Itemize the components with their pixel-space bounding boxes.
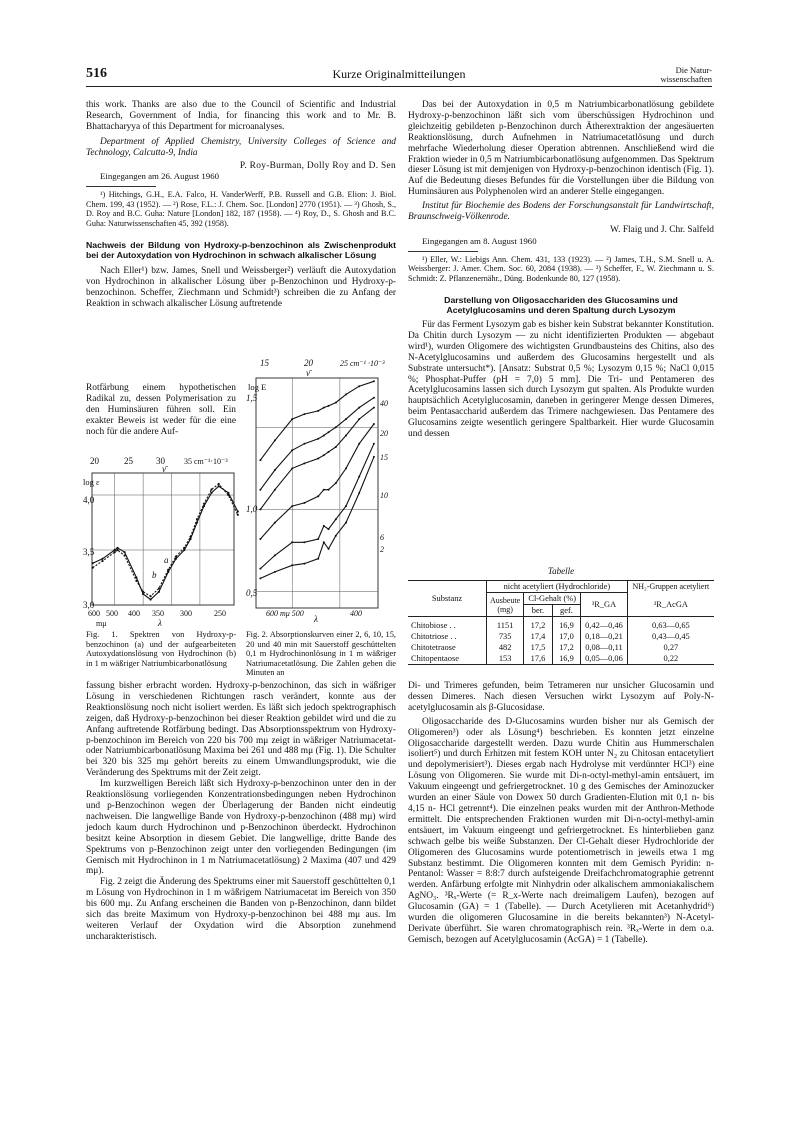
cell-cl-gef: 16,9 (552, 653, 580, 665)
fig1-point (158, 591, 160, 593)
fig2-point (335, 482, 337, 484)
cell-cl-gef: 17,2 (552, 642, 580, 653)
fig2-point (303, 462, 305, 464)
fig1-point (101, 560, 103, 562)
journal-name: Die Natur- wissenschaften (660, 65, 712, 84)
fig1-point (175, 556, 177, 558)
cell-yield: 482 (487, 642, 524, 653)
row-name: Chitotriose . . (411, 632, 457, 641)
column-group-header: NH₂-Gruppen acetyliert (627, 581, 714, 593)
paragraph: Oligosaccharide des D-Glucosamins wurden bisher nur als Gemisch der Oligomeren³) oder als Lösung⁴) beschrieben. Es konnten jetzt einzelne Oligosaccharide dargestellt werden. Dazu wurde Chitin aus Hummerschalen isoliert⁵) und durch Erhitzen mit festem KOH unter N₂ zu Chitosan entacetyliert und depolymerisiert³). Dieses ergab nach Hydrolyse mit verdünnter HCl³) eine Lösung von Oligomeren. Sie wurde mit Di-n-octyl-methyl-amin entsäuert, im Vakuum eingeengt und gefriergetrocknet. 10 g des Gemisches der Aminozucker wurden an einer Säule von Dowex 50 durch Gradienten-Elution mit 0,1 n- bis 4,15 n- HCl getrennt⁴). Die einzelnen peaks wurden mit der Anthron-Methode ermittelt. Die entsprechenden Fraktionen wurden mit Di-n-octyl-methyl-amin entsäuert, im Vakuum eingeengt und gefriergetrocknet. Es hinterblieben ganz schwach gelbe bis weiße Substanzen. Der Cl-Gehalt dieser Hydrochloride der Oligomeren des Glucosamins wurde potentiometrisch in jeweils etwa 1 mg Substanz bestimmt. Die Oligomeren konnten mit dem Gemisch Pyridin: n-Pentanol: Wasser = 8:8:7 durch aufsteigende Dreifachchromatographie getrennt werden. Anfärbung erfolgte mit Ninhydrin oder alkalischem ammoniakalischem AgNO₃. ³Rₓ-Werte (= R_x-Werte nach dreimaligem Laufen), bezogen auf Glucosamin (GA) = 1 (Tabelle). — Durch Acetylieren mit Acetanhydrid⁶) wurden die oligomeren Glucosamine in die bereits bekannten³) N-Acetyl-Derivate überführt. Sie waren chromatographisch rein. ³Rₓ-Werte in dem o.a. Gemisch, bezogen auf Acetylglucosamin (AcGA) = 1 (Tabelle). (408, 716, 714, 945)
cell-cl-ber: 17,2 (524, 617, 552, 632)
row-name: Chitotetraose (411, 643, 456, 652)
received-date: Eingegangen am 8. August 1960 (422, 235, 537, 246)
column-header: ³R_GA (581, 593, 628, 617)
table-row (408, 617, 714, 632)
paragraph: Di- und Trimeres gefunden, beim Tetrameren nur unsicher Glucosamin und dessen Dimeres. Nach diesen Versuchen wirkt Lysozym auf Poly-N-acetylglucosamin als β-Glucosidase. (408, 681, 714, 713)
fig2-lambda: λ (314, 614, 318, 624)
fig2-point (303, 563, 305, 565)
table (408, 580, 714, 665)
fig2-point (373, 423, 375, 425)
fig1-point (167, 569, 169, 571)
fig1-point (92, 567, 94, 569)
figure-1-chart (83, 455, 241, 630)
fig2-point (274, 522, 276, 524)
fig1-point (183, 547, 185, 549)
fig2-point (274, 469, 276, 471)
table-row (408, 653, 714, 665)
fig2-point (323, 525, 325, 527)
fig1-y-tick: 4,0 (83, 495, 95, 505)
column-header: ³R_AcGA (627, 593, 714, 617)
fig2-point (274, 571, 276, 573)
fig2-point (291, 505, 293, 507)
fig2-nu-label: ν̄ (306, 368, 310, 378)
fig1-gridlines (92, 473, 234, 605)
fig2-point (373, 380, 375, 382)
fig2-point (317, 538, 319, 540)
cell-rga: 0,05—0,06 (581, 653, 628, 665)
data-table (408, 566, 714, 665)
fig2-curve-label: 40 (380, 399, 388, 408)
fig1-point (150, 598, 152, 600)
table-row (408, 642, 714, 653)
fig2-top-tick: 15 (260, 358, 269, 368)
paragraph: fassung bisher erbracht worden. Hydroxy-p-benzochinon, das sich in wäßriger Lösung in verschiedenen Richtungen rasch verändert, konnte aus der Reaktionslösung noch nicht isoliert werden. Es läßt sich jedoch spektrographisch zeigen, daß Hydroxy-p-benzochinon bei dieser Reaktion gebildet wird und die zu Anfang auftretende Rotfärbung bedingt. Das Absorptionsspektrum von Hydroxy-p-benzochinon im Bereich von 220 bis 700 mμ zeigt in wäßriger Natriumacetat- oder Natriumbicarbonatlösung Maxima bei 261 und 488 mμ (Fig. 1). Die Schulter bei 320 bis 325 mμ gehört bereits zu einem Umwandlungsprodukt, wie die Veränderung des Spektrums mit der Zeit zeigt. (86, 681, 396, 779)
fig1-top-tick: 20 (90, 456, 99, 466)
fig2-point (303, 541, 305, 543)
figure-1-caption: Fig. 1. Spektren von Hydroxy-p-benzochinon (a) und der aufgearbeiteten Autoxydationslösung von Hydrochinon (b) in 1 m wäßriger Natriumbicarbonatlösung (86, 630, 236, 668)
fig1-point (227, 494, 229, 496)
page-number: 516 (86, 66, 107, 81)
fig2-point (303, 413, 305, 415)
fig1-point (183, 549, 185, 551)
cell-yield: 735 (487, 631, 524, 642)
fig2-top-tick: 20 (304, 358, 313, 368)
fig1-y-tick: 3,5 (83, 547, 95, 557)
fig2-point (323, 435, 325, 437)
fig2-point (328, 431, 330, 433)
fig2-bottom-tick: 400 (350, 609, 362, 618)
fig1-point (237, 514, 239, 516)
fig2-point (328, 548, 330, 550)
paragraph: Fig. 2 zeigt die Änderung des Spektrums einer mit Sauerstoff geschüttelten 0,1 m Lösung von Hydrochinon in 1 m wäßrigem Natriumacetat im Bereich von 350 bis 600 mμ. Zu Anfang erscheinen die Banden von p-Benzochinon, dann bildet sich das breite Maximum von Hydroxy-p-benzochinon bei 488 mμ aus. Im weiteren Verlauf der Oxydation wird die Absorption zunehmend uncharakteristisch. (86, 877, 396, 942)
cell-cl-gef: 16,9 (552, 617, 580, 632)
table-body (408, 617, 714, 665)
fig1-ylabel: log ε (83, 477, 100, 487)
right-column-bottom (408, 681, 714, 946)
fig1-bottom-tick: 250 (214, 609, 226, 618)
article-title: Darstellung von Oligosacchariden des Glucosamins und Acetylglucosamins und deren Spaltung durch Lysozym (444, 295, 678, 315)
fig2-point (259, 538, 261, 540)
cell-rga: 0,18—0,21 (581, 631, 628, 642)
cell-yield: 1151 (487, 617, 524, 632)
fig2-y-tick: 1,5 (246, 393, 258, 403)
fig2-point (328, 528, 330, 530)
fig1-unit: mμ (96, 619, 107, 628)
fig2-point (274, 554, 276, 556)
fig1-nu-label: ν̄ (162, 464, 166, 474)
fig2-point (345, 418, 347, 420)
fig2-y-tick: 1,0 (246, 504, 258, 514)
fig1-point (135, 580, 137, 582)
paragraph: Im kurzwelligen Bereich läßt sich Hydroxy-p-benzochinon unter den in der Reaktionslösung vorliegenden Konzentrationsbedingungen neben Hydrochinon und p-Benzochinon wegen der Überlagerung der Banden nicht eindeutig nachweisen. Die langwellige Bande von Hydroxy-p-benzochinon (488 mμ) wird jedoch kaum durch Hydrochinon und p-Benzochinon überdeckt. Hydrochinon besitzt keine Absorption in diesem Gebiet. Die langwellige, dritte Bande des Spektrums von p-Benzochinon zeigt unter den vorliegenden Bedingungen (im Gemisch mit Hydrochinon in 1 m Natriumacetatlösung) 2 Maxima (407 und 429 mμ). (86, 779, 396, 877)
fig2-ylabel: log E (248, 382, 267, 392)
fig2-point (323, 541, 325, 543)
fig2-point (358, 476, 360, 478)
fig2-point (358, 418, 360, 420)
fig1-point (114, 549, 116, 551)
fig1-bottom-tick: 600 (88, 609, 100, 618)
fig2-point (317, 495, 319, 497)
figure-2-caption: Fig. 2. Absorptionskurven einer 2, 6, 10, 15, 20 und 40 min mit Sauerstoff geschüttelten 0,1 m Hydrochinonlösung in 1 m wäßriger Natriumacetatlösung. Die Zahlen geben die Minuten an (246, 630, 396, 678)
running-header (86, 66, 712, 92)
fig2-point (323, 454, 325, 456)
fig2-point (291, 418, 293, 420)
paragraph: Nach Eller¹) bzw. James, Snell und Weissberger²) verläuft die Autoxydation von Hydrochinon in alkalischer Lösung über p-Benzochinon und Hydroxy-p-benzochinon. Scheffer, Ziechmann und Schmidt³) schreiben die zu Anfang der Reaktion in schwach alkalischer Lösung auftretende (86, 265, 396, 309)
fig2-point (259, 459, 261, 461)
fig1-labels (83, 456, 228, 628)
cell-racga: 0,22 (627, 653, 714, 665)
paragraph: Für das Ferment Lysozym gab es bisher kein Substrat bekannter Konstitution. Da Chitin durch Lysozym — zu nicht identifizierten Produkten — abgebaut wird¹), wurden Oligomere des wichtigsten Grundbausteins des Chitins, also des N-Acetylglucosamins und außerdem des Glucosamins hergestellt und als Substrate untersucht*). [Ansatz: Substrat 0,5 %; Lysozym 0,15 %; NaCl 0,015 %; Phosphat-Puffer (pH = 7,0) 5 mm]. Die Tri- und Pentameren des Acetylglucosamins lassen sich durch Lysozym gut spalten. Als Produkte wurden hauptsächlich Acetylglucosamin, daneben in geringerer Menge dessen Dimeres, beim Pentasaccharid außerdem das Trimere nachgewiesen. Das Pentamere des Glucosamins zeigte wesentlich geringere Spaltbarkeit. Hier wurde Glucosamin und dessen (408, 320, 714, 440)
cell-racga: 0,27 (627, 642, 714, 653)
fig1-curve-label-b: b (152, 570, 157, 580)
fig1-top-tick: 25 (124, 456, 133, 466)
column-header: gef. (552, 605, 580, 617)
fig2-point (345, 435, 347, 437)
fig2-point (335, 402, 337, 404)
row-name: Chitopentaose (408, 653, 487, 665)
fig2-point (259, 489, 261, 491)
fig2-point (274, 439, 276, 441)
fig2-point (317, 458, 319, 460)
fig2-point (335, 535, 337, 537)
column-header: Ausbeute (mg) (487, 593, 524, 617)
fig2-point (317, 438, 319, 440)
fig1-point (124, 554, 126, 556)
fig2-point (317, 410, 319, 412)
fig1-lambda: λ (158, 618, 162, 628)
fig1-top-tick: 30 (156, 456, 165, 466)
fig2-curve-label: 20 (380, 429, 388, 438)
fig1-point (196, 518, 198, 520)
fig1-point (101, 558, 103, 560)
left-column-bottom (86, 681, 396, 943)
fig1-point (150, 595, 152, 597)
fig2-bottom-tick: 600 mμ 500 (266, 609, 304, 618)
fig2-point (373, 397, 375, 399)
column-header: Cl-Gehalt (%) (524, 593, 581, 605)
cell-cl-ber: 17,5 (524, 642, 552, 653)
fig2-point (303, 443, 305, 445)
figure-2-chart (246, 356, 396, 624)
fig2-point (358, 407, 360, 409)
fig2-curve-labels (380, 399, 388, 554)
fig2-series-15 (260, 408, 374, 510)
fig2-point (373, 456, 375, 458)
fig2-point (358, 492, 360, 494)
fig2-series-6 (260, 444, 374, 569)
fig1-point (124, 551, 126, 553)
cell-racga: 0,43—0,45 (627, 631, 714, 642)
table-header-row (408, 581, 714, 593)
fig1-series-a (93, 486, 238, 599)
fig2-point (303, 502, 305, 504)
fig2-point (335, 518, 337, 520)
acknowledgement: this work. Thanks are also due to the Council of Scientific and Industrial Research, Government of India, for financing this work and to Mr. B. Bhattacharyya of this Department for microanalyses. (86, 100, 396, 132)
fig2-point (259, 577, 261, 579)
fig2-point (328, 489, 330, 491)
fig2-point (291, 564, 293, 566)
section-title: Kurze Originalmitteilungen (332, 67, 466, 81)
fig1-frame (92, 473, 234, 605)
fig2-point (345, 522, 347, 524)
fig2-point (358, 443, 360, 445)
left-column-top (86, 100, 396, 310)
fig2-point (291, 541, 293, 543)
fig2-series-2 (260, 457, 374, 579)
fig2-point (259, 508, 261, 510)
fig2-point (328, 405, 330, 407)
cell-cl-ber: 17,6 (524, 653, 552, 665)
fig1-point (114, 551, 116, 553)
article-title: Nachweis der Bildung von Hydroxy-p-benzochinon als Zwischenprodukt bei der Autoxydation von Hydrochinon in schwach alkalischer Lösung (86, 239, 396, 260)
fig2-curve-label: 15 (380, 453, 388, 462)
fig1-point (116, 547, 118, 549)
column-header: ber. (524, 605, 552, 617)
cell-cl-ber: 17,4 (524, 631, 552, 642)
footnote-rule (86, 186, 156, 187)
fig2-curve-label: 6 (380, 533, 384, 542)
fig2-point (274, 489, 276, 491)
fig1-point (218, 483, 220, 485)
fig1-point (189, 536, 191, 538)
fig2-point (323, 489, 325, 491)
fig2-point (291, 449, 293, 451)
fig1-point (158, 587, 160, 589)
fig1-bottom-tick: 350 (152, 609, 164, 618)
footnote-rule (408, 251, 478, 252)
cell-yield: 153 (487, 653, 524, 665)
fig2-point (358, 385, 360, 387)
column-header: Substanz (408, 581, 487, 617)
fig1-point (203, 503, 205, 505)
fig2-point (335, 446, 337, 448)
fig1-point (92, 562, 94, 564)
fig1-point (218, 485, 220, 487)
fig2-point (345, 467, 347, 469)
affiliation: Department of Applied Chemistry, University Colleges of Science and Technology, Calcutta-9, India (86, 136, 396, 158)
table-title: Tabelle (547, 566, 575, 576)
cell-racga: 0,63—0,65 (627, 617, 714, 632)
fig1-point (116, 549, 118, 551)
right-column-top (408, 100, 714, 440)
fig2-point (373, 407, 375, 409)
received-date: Eingegangen am 26. August 1960 (100, 171, 219, 182)
fig1-curves (92, 483, 239, 601)
fig2-top-tick: 25 cm⁻¹ ·10⁻³ (340, 359, 385, 368)
footnotes: ¹) Hitchings, G.H., E.A. Falco, H. VanderWerff, P.B. Russell and G.B. Elion: J. Biol. Chem. 199, 43 (1952). — ²) Rose, F.L.: J. Chem. Soc. [London] 2770 (1951). — ³) Ghosh, S., D. Roy and B.C. Guha: Nature [London] 182, 187 (1958). — ⁴) Roy, D., S. Ghosh and B.C. Guha: Naturwissenschaften 45, 392 (1958). (86, 190, 396, 228)
cell-rga: 0,42—0,46 (581, 617, 628, 632)
fig2-point (328, 451, 330, 453)
fig2-point (345, 505, 347, 507)
fig1-curve-label-a: a (164, 555, 169, 565)
fig2-point (335, 426, 337, 428)
row-name: Chitobiose . . (411, 621, 456, 630)
paragraph-narrow: Rotfärbung einem hypothetischen Radikal zu, dessen Polymerisation zu den Huminsäuren führen soll. Ein exakter Beweis ist weder für die eine noch für die andere Auf- (86, 383, 236, 437)
fig2-curve-label: 10 (380, 491, 388, 500)
fig2-curve-label: 2 (380, 545, 384, 554)
fig2-labels (246, 358, 385, 624)
fig1-bottom-tick: 400 (128, 609, 140, 618)
fig2-point (291, 467, 293, 469)
fig1-point (142, 593, 144, 595)
footnotes: ¹) Eller, W.: Liebigs Ann. Chem. 431, 133 (1923). — ²) James, T.H., S.M. Snell u. A. Weissberger: J. Amer. Chem. Soc. 60, 2084 (1938). — ³) Scheffer, F., W. Ziechmann u. S. Schmidt: Z. Pflanzenernähr., Düng. Bodenkunde 80, 127 (1958). (408, 254, 714, 283)
paragraph: Das bei der Autoxydation in 0,5 m Natriumbicarbonatlösung gebildete Hydroxy-p-benzochinon läßt sich vom überschüssigen Hydrochinon und gleichzeitig gebildeten p-Benzochinon durch Ätherextraktion der angesäuerten Reaktionslösung, durch Aufnehmen in Natriumacetatlösung und durch mehrfache Wiederholung dieser Operation abtrennen. Anschließend wird die Fraktion wieder in 0,5 m Natriumbicarbonatlösung aufgenommen. Das Spektrum dieser Lösung ist mit demjenigen von Hydroxy-p-benzochinon identisch (Fig. 1). Auf die Bedeutung dieses Befundes für die Vorstellungen über die Bildung von Huminsäuren aus Polyphenolen wird an anderer Stelle eingegangen. (408, 100, 714, 198)
authors: P. Roy-Burman, Dolly Roy and D. Sen (239, 160, 396, 171)
table-row (408, 631, 714, 642)
fig2-point (345, 393, 347, 395)
fig2-curves (259, 380, 375, 579)
fig2-point (317, 558, 319, 560)
fig1-point (142, 591, 144, 593)
fig2-point (323, 407, 325, 409)
authors: W. Flaig und J. Chr. Salfeld (610, 224, 714, 235)
fig1-bottom-tick: 500 (106, 609, 118, 618)
cell-rga: 0,08—0,11 (581, 642, 628, 653)
fig2-point (259, 568, 261, 570)
fig1-top-tick: 35 cm⁻¹·10⁻³ (184, 457, 228, 466)
fig2-y-tick: 0,5 (246, 588, 258, 598)
fig2-point (373, 443, 375, 445)
fig1-point (210, 488, 212, 490)
fig1-bottom-tick: 300 (180, 609, 192, 618)
affiliation: Institut für Biochemie des Bodens der Forschungsanstalt für Landwirtschaft, Braunschweig-Völkenrode. (408, 201, 714, 223)
header-rule (86, 86, 712, 87)
cell-cl-gef: 17,0 (552, 631, 580, 642)
column-group-header: nicht acetyliert (Hydrochloride) (487, 581, 628, 593)
fig1-y-tick: 3,0 (83, 600, 95, 610)
